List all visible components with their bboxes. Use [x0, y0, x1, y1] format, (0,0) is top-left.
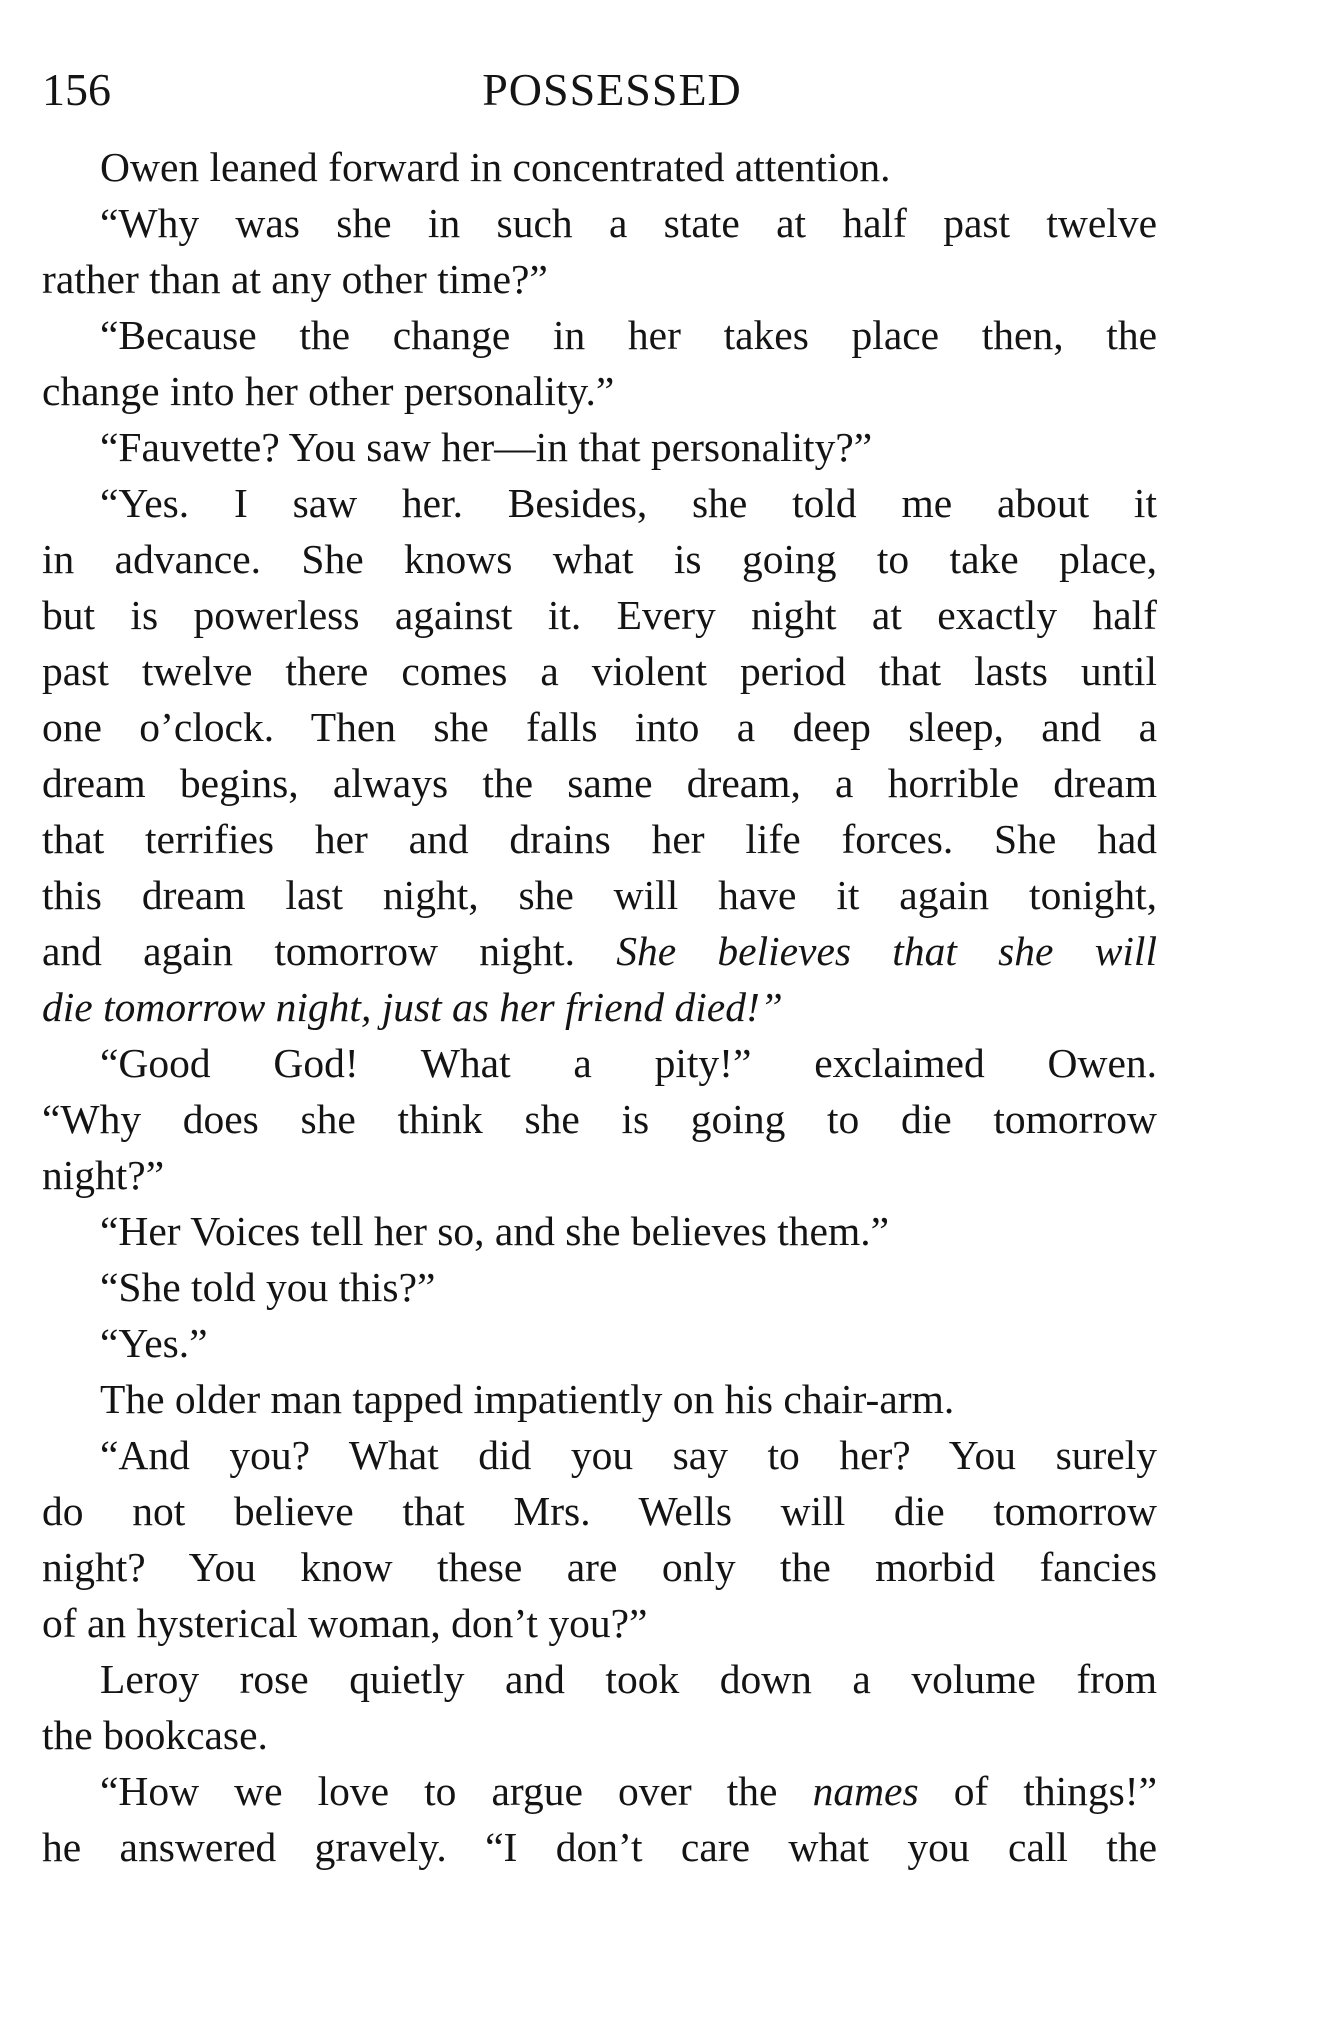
text-line: [42, 1427, 1157, 1483]
text-line: [42, 139, 1157, 195]
line-text: Owen leaned forward in concentrated attention.: [100, 144, 891, 190]
text-line: [42, 195, 1157, 251]
line-text: dream begins, always the same dream, a horrible dream: [42, 760, 1157, 806]
text-line: [42, 643, 1157, 699]
text-line: [42, 1035, 1157, 1091]
line-text: “Yes.”: [100, 1320, 208, 1366]
text-line: [42, 1651, 1157, 1707]
running-title: POSSESSED: [482, 64, 742, 115]
line-text-after: of things!”: [953, 1768, 1158, 1814]
text-line: [42, 1707, 1157, 1763]
text-line: [42, 979, 1157, 1035]
line-text: he answered gravely. “I don’t care what you call the: [42, 1824, 1157, 1870]
line-text: do not believe that Mrs. Wells will die tomorrow: [42, 1488, 1157, 1534]
page-number: 156: [42, 64, 111, 115]
text-line: [42, 811, 1157, 867]
text-line: [42, 1091, 1157, 1147]
text-line: [42, 307, 1157, 363]
line-text: night?”: [42, 1152, 165, 1198]
line-text: “Fauvette? You saw her—in that personality?”: [100, 424, 873, 470]
line-text: “Yes. I saw her. Besides, she told me about it: [100, 480, 1157, 526]
line-text: that terrifies her and drains her life forces. She had: [42, 816, 1157, 862]
text-line: [42, 587, 1157, 643]
line-text: past twelve there comes a violent period that lasts until: [42, 648, 1157, 694]
text-line: [42, 363, 1157, 419]
text-line: [42, 531, 1157, 587]
text-line: [42, 755, 1157, 811]
line-text: “How we love to argue over the: [100, 1768, 778, 1814]
line-text: Leroy rose quietly and took down a volume from: [100, 1656, 1157, 1702]
line-text: The older man tapped impatiently on his chair-arm.: [100, 1376, 955, 1422]
body-text: [42, 139, 1157, 1875]
text-line: [42, 1595, 1157, 1651]
line-text: “And you? What did you say to her? You surely: [100, 1432, 1157, 1478]
text-line: [42, 1147, 1157, 1203]
line-text: but is powerless against it. Every night at exactly half: [42, 592, 1157, 638]
line-text: “Good God! What a pity!” exclaimed Owen.: [100, 1040, 1157, 1086]
text-line: [42, 1819, 1157, 1875]
text-line: [42, 1203, 1157, 1259]
text-line: [42, 867, 1157, 923]
italic-text: names: [812, 1768, 919, 1814]
text-line: [42, 419, 1157, 475]
text-line: [42, 1315, 1157, 1371]
line-text: in advance. She knows what is going to take place,: [42, 536, 1157, 582]
text-line: [42, 923, 1157, 979]
text-line: [42, 1539, 1157, 1595]
line-text: “Why was she in such a state at half past twelve: [100, 200, 1157, 246]
italic-text: die tomorrow night, just as her friend died!”: [42, 984, 783, 1030]
line-text: rather than at any other time?”: [42, 256, 548, 302]
text-line: [42, 1483, 1157, 1539]
line-text: “Why does she think she is going to die tomorrow: [42, 1096, 1157, 1142]
text-line: [42, 475, 1157, 531]
text-line: [42, 699, 1157, 755]
text-line: [42, 251, 1157, 307]
page-header: [42, 60, 1182, 120]
text-line: [42, 1763, 1157, 1819]
line-text: this dream last night, she will have it again tonight,: [42, 872, 1157, 918]
line-text: “Because the change in her takes place then, the: [100, 312, 1157, 358]
text-line: [42, 1371, 1157, 1427]
line-text: change into her other personality.”: [42, 368, 615, 414]
line-text: night? You know these are only the morbid fancies: [42, 1544, 1157, 1590]
line-text: one o’clock. Then she falls into a deep sleep, and a: [42, 704, 1157, 750]
italic-text: She believes that she will: [616, 928, 1157, 974]
line-text: the bookcase.: [42, 1712, 268, 1758]
line-text: “Her Voices tell her so, and she believes them.”: [100, 1208, 890, 1254]
text-line: [42, 1259, 1157, 1315]
line-text: “She told you this?”: [100, 1264, 436, 1310]
line-text: and again tomorrow night.: [42, 928, 575, 974]
line-text: of an hysterical woman, don’t you?”: [42, 1600, 648, 1646]
